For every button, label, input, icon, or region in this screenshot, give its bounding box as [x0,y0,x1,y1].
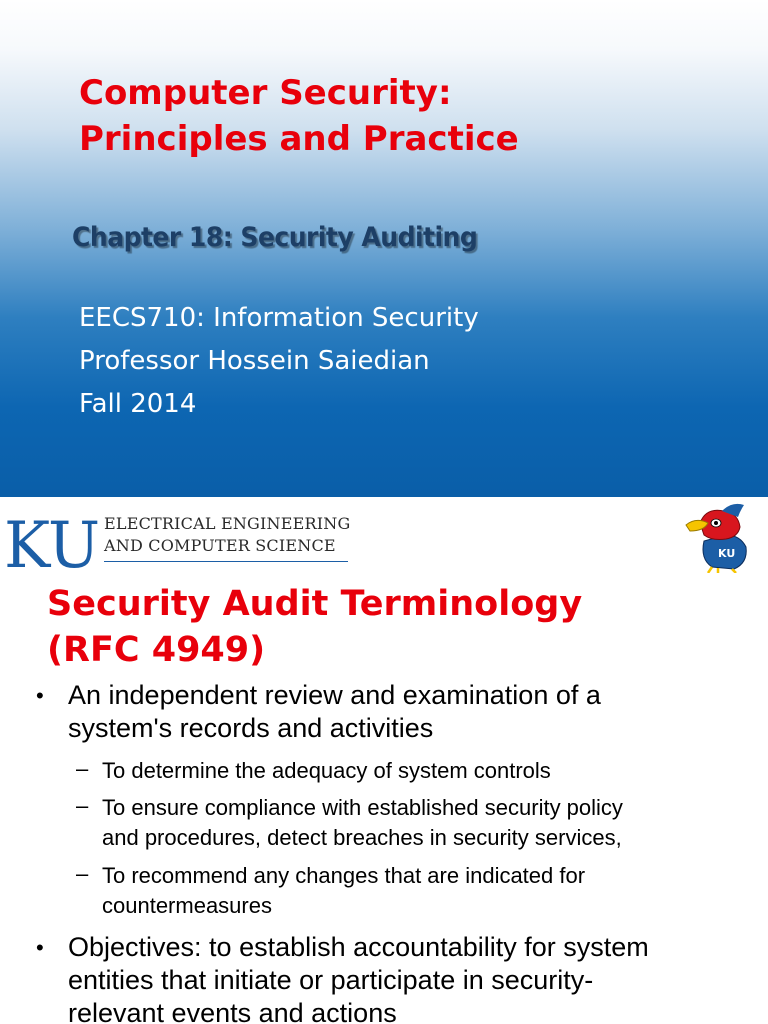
title-slide [0,0,768,497]
term: Fall 2014 [79,389,197,419]
slide-heading-line-1: Security Audit Terminology [47,584,583,624]
sub-bullet-item [102,756,742,786]
sub-bullet-marker: – [76,756,89,781]
bullet-2-line-2: entities that initiate or participate in security- [68,965,594,995]
bullet-2-line-3: relevant events and actions [68,998,397,1024]
course-info [79,297,479,426]
book-title [79,70,519,162]
professor-name: Professor Hossein Saiedian [79,346,430,376]
ku-logo [4,511,102,573]
sub-1-line-1: To determine the adequacy of system controls [102,758,551,783]
content-slide [0,497,768,1024]
sub-bullet-marker: – [76,793,89,818]
sub-3-line-1: To recommend any changes that are indicated for [102,863,586,888]
bullet-2-line-1: Objectives: to establish accountability for system [68,932,649,962]
jayhawk-mascot-icon [682,501,762,573]
sub-bullet-marker: – [76,861,89,886]
department-underline [104,561,348,562]
ku-logo-text: KU [4,511,100,573]
department-name [104,513,350,557]
bullet-marker: • [36,935,44,960]
slide-heading [47,581,582,673]
chapter-heading: Chapter 18: Security Auditing [72,222,478,253]
bullet-marker: • [36,683,44,708]
department-line-1: ELECTRICAL ENGINEERING [104,514,351,533]
sub-bullet-item [102,861,742,921]
course-name: EECS710: Information Security [79,303,479,333]
book-title-line-2: Principles and Practice [79,119,519,159]
bullet-item [68,931,748,1024]
sub-bullet-item [102,793,742,853]
sub-2-line-1: To ensure compliance with established security policy [102,795,623,820]
mascot-ku-text: KU [718,547,736,560]
department-line-2: AND COMPUTER SCIENCE [104,536,336,555]
book-title-line-1: Computer Security: [79,73,452,113]
sub-3-line-2: countermeasures [102,893,272,918]
bullet-item [68,679,748,745]
sub-2-line-2: and procedures, detect breaches in security services, [102,825,622,850]
bullet-1-line-1: An independent review and examination of a [68,680,601,710]
slide-heading-line-2: (RFC 4949) [47,630,266,670]
bullet-1-line-2: system's records and activities [68,713,434,743]
